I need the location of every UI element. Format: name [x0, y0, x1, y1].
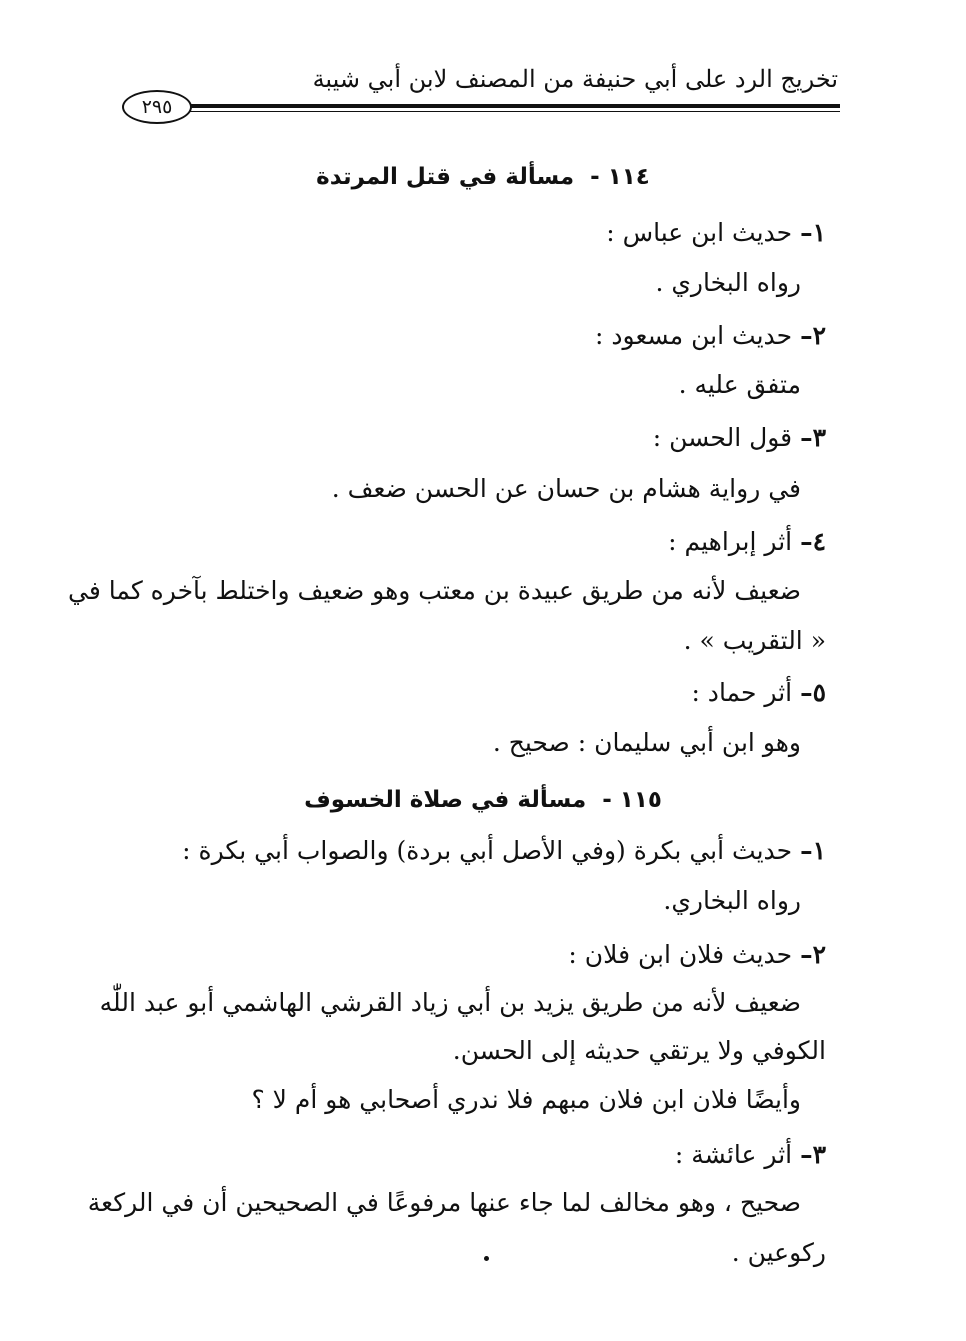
header-rule-thick: [175, 104, 840, 108]
section-title: مسألة في قتل المرتدة: [316, 164, 575, 190]
list-item: [653, 421, 826, 455]
footer-dot: [484, 1256, 489, 1261]
item-body: رواه البخاري .: [655, 268, 801, 297]
list-item: [668, 525, 826, 559]
item-body: الكوفي ولا يرتقي حديثه إلى الحسن.: [452, 1036, 826, 1065]
page-number: ٢٩٥: [122, 90, 192, 124]
item-label: أثر إبراهيم :: [668, 527, 801, 556]
section-number: ١١٤ -: [590, 164, 650, 190]
item-body: رواه البخاري.: [663, 886, 801, 915]
section-heading-114: [0, 160, 966, 194]
item-number: ١–: [800, 836, 826, 865]
item-body: متفق عليه .: [678, 370, 801, 399]
item-number: ٣–: [800, 423, 826, 452]
item-label: حديث أبي بكرة (وفي الأصل أبي بردة) والصواب أبي بكرة :: [182, 836, 801, 865]
item-number: ٢–: [800, 940, 826, 969]
item-body: وأيضًا فلان ابن فلان مبهم فلا ندري أصحابي هو أم لا ؟: [251, 1085, 801, 1114]
item-number: ٣–: [800, 1140, 826, 1169]
item-number: ٤–: [800, 527, 826, 556]
item-number: ١–: [800, 218, 826, 247]
item-body: وهو ابن أبي سليمان : صحيح .: [492, 728, 801, 757]
list-item: [568, 938, 826, 972]
item-number: ٢–: [800, 321, 826, 350]
section-number: ١١٥ -: [602, 787, 662, 813]
list-item: [595, 319, 826, 353]
item-label: أثر حماد :: [691, 678, 801, 707]
running-header-title: تخريج الرد على أبي حنيفة من المصنف لابن أبي شيبة: [312, 65, 838, 93]
item-body: صحيح ، وهو مخالف لما جاء عنها مرفوعًا في الصحيحين أن في الركعة: [87, 1188, 801, 1217]
item-label: حديث فلان ابن فلان :: [568, 940, 801, 969]
section-heading-115: [0, 783, 966, 817]
item-label: حديث ابن مسعود :: [595, 321, 801, 350]
item-label: حديث ابن عباس :: [606, 218, 801, 247]
list-item: [606, 216, 826, 250]
item-body: ركوعين .: [731, 1238, 826, 1267]
item-body: ضعيف لأنه من طريق عبيدة بن معتب وهو ضعيف واختلط بآخره كما في: [68, 576, 801, 605]
item-label: قول الحسن :: [652, 423, 801, 452]
item-body: ضعيف لأنه من طريق يزيد بن أبي زياد القرشي الهاشمي أبو عبد اللّٰه: [99, 988, 801, 1017]
list-item: [182, 834, 826, 868]
item-body: « التقريب » .: [683, 626, 826, 655]
list-item: [675, 1138, 826, 1172]
section-title: مسألة في صلاة الخسوف: [304, 787, 587, 813]
header-rule-thin: [175, 111, 840, 112]
item-number: ٥–: [800, 678, 826, 707]
item-label: أثر عائشة :: [674, 1140, 801, 1169]
item-body: في رواية هشام بن حسان عن الحسن ضعف .: [331, 474, 801, 503]
list-item: [691, 676, 826, 710]
